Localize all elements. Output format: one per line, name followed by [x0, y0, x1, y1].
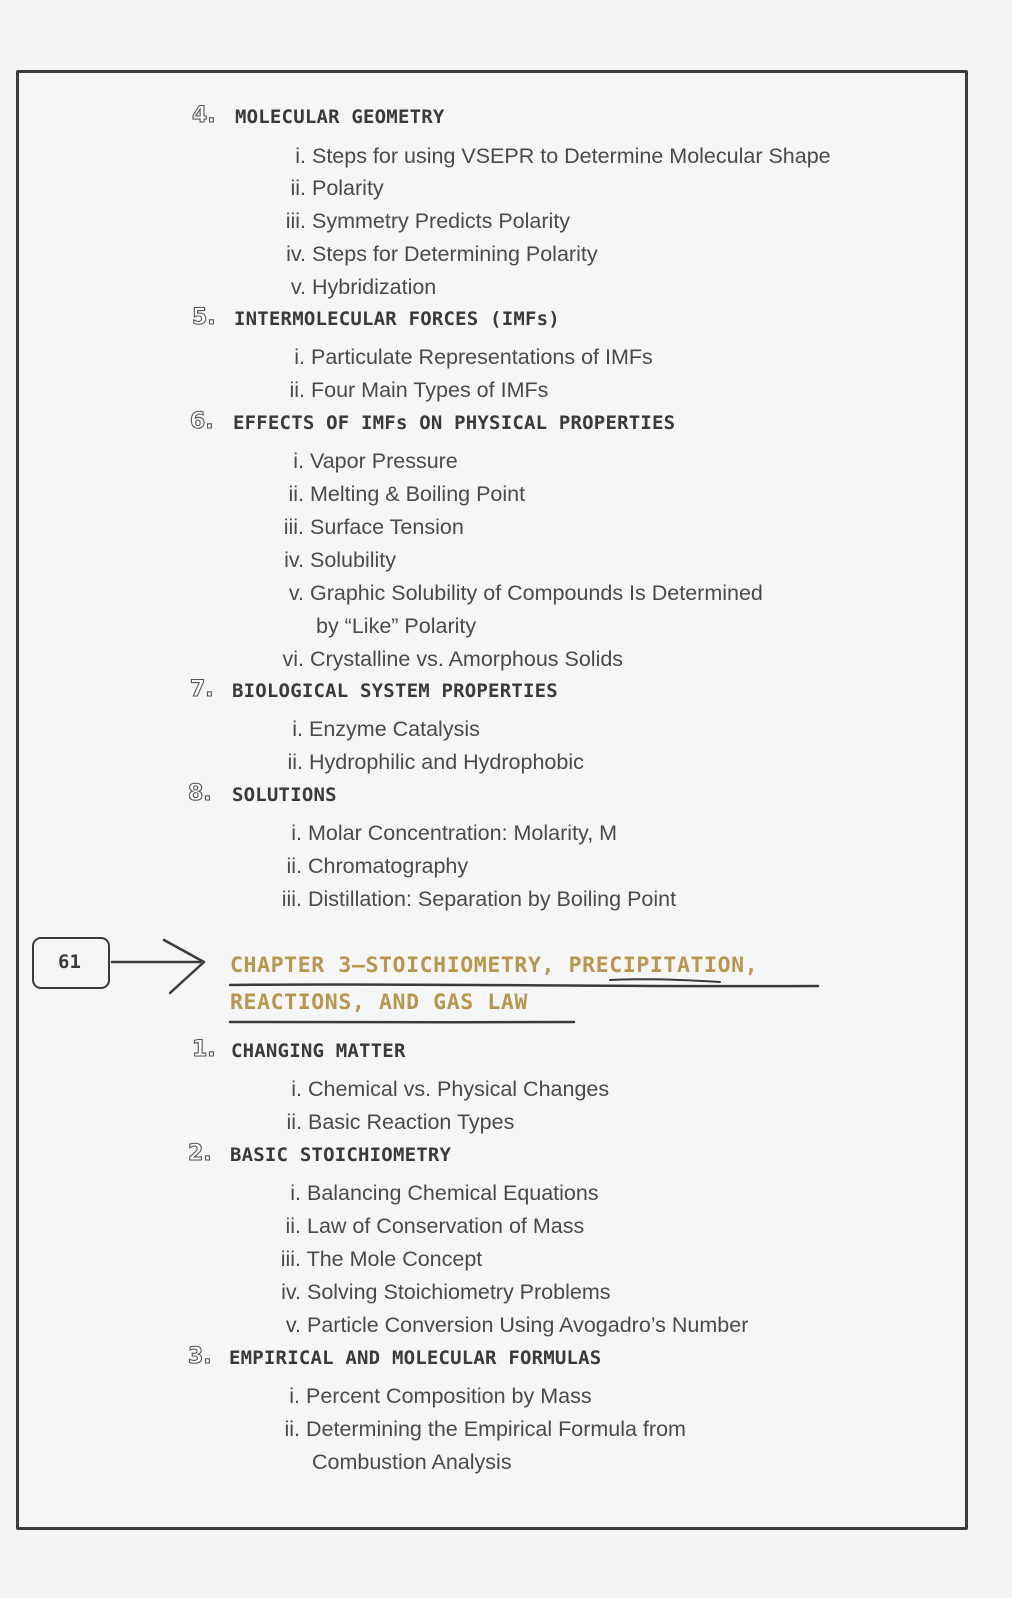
- toc-entry: [264, 482, 525, 507]
- toc-entry: [266, 275, 436, 300]
- toc-entry: [262, 1110, 514, 1135]
- section-title: BIOLOGICAL SYSTEM PROPERTIES: [232, 680, 558, 702]
- toc-entry: [262, 1077, 609, 1102]
- page-number-box: [32, 937, 110, 989]
- toc-entry: [261, 1181, 599, 1206]
- entry-title: Graphic Solubility of Compounds Is Determined: [309, 581, 763, 605]
- entry-numeral: i.: [295, 144, 306, 168]
- entry-numeral: v.: [285, 1313, 301, 1337]
- entry-title-continued: by “Like” Polarity: [316, 614, 477, 638]
- toc-entry: [263, 750, 584, 775]
- entry-numeral: v.: [290, 275, 306, 299]
- entry-numeral: iv.: [281, 1280, 301, 1304]
- toc-entry: [266, 242, 598, 267]
- toc-entry: [264, 647, 623, 672]
- entry-numeral: vi.: [282, 647, 304, 671]
- entry-title: Hybridization: [311, 275, 437, 299]
- chapter-title-line-1: CHAPTER 3–STOICHIOMETRY, PRECIPITATION,: [230, 953, 759, 978]
- section-number: 8.: [188, 781, 212, 806]
- toc-entry: [266, 176, 384, 201]
- entry-title: Enzyme Catalysis: [308, 717, 480, 741]
- entry-title: Determining the Empirical Formula from: [305, 1417, 686, 1441]
- entry-numeral: ii.: [289, 378, 305, 402]
- toc-entry: [263, 717, 480, 742]
- toc-entry: [264, 581, 763, 606]
- section-title: BASIC STOICHIOMETRY: [230, 1144, 452, 1166]
- entry-title: Solubility: [309, 548, 397, 572]
- toc-entry: [261, 1214, 584, 1239]
- entry-title: Law of Conservation of Mass: [306, 1214, 585, 1238]
- entry-title: Crystalline vs. Amorphous Solids: [309, 647, 624, 671]
- entry-title: Balancing Chemical Equations: [306, 1181, 599, 1205]
- entry-numeral: ii.: [286, 1110, 302, 1134]
- toc-entry: [264, 449, 458, 474]
- page-frame: [16, 70, 968, 1530]
- toc-entry: [265, 345, 653, 370]
- section-number: 2.: [188, 1141, 212, 1166]
- entry-title: Particle Conversion Using Avogadro’s Number: [306, 1313, 749, 1337]
- entry-title: Particulate Representations of IMFs: [310, 345, 653, 369]
- entry-title: Percent Composition by Mass: [305, 1384, 592, 1408]
- toc-entry: [261, 1280, 611, 1305]
- entry-numeral: ii.: [286, 854, 302, 878]
- toc-entry: [260, 1417, 686, 1442]
- section-title: MOLECULAR GEOMETRY: [235, 106, 445, 128]
- entry-numeral: ii.: [290, 176, 306, 200]
- entry-numeral: ii.: [287, 750, 303, 774]
- section-number: 7.: [190, 677, 214, 702]
- entry-title: Hydrophilic and Hydrophobic: [308, 750, 584, 774]
- entry-numeral: iii.: [281, 887, 302, 911]
- entry-numeral: ii.: [285, 1214, 301, 1238]
- entry-title: Molar Concentration: Molarity, M: [307, 821, 618, 845]
- section-title: INTERMOLECULAR FORCES (IMFs): [234, 308, 560, 330]
- entry-numeral: i.: [293, 449, 304, 473]
- entry-title: Polarity: [311, 176, 384, 200]
- section-title: CHANGING MATTER: [231, 1040, 406, 1062]
- toc-entry: [261, 1247, 482, 1272]
- entry-title: Chromatography: [307, 854, 469, 878]
- entry-numeral: iii.: [285, 209, 306, 233]
- entry-title: Vapor Pressure: [309, 449, 458, 473]
- toc-entry: [264, 515, 464, 540]
- entry-numeral: ii.: [284, 1417, 300, 1441]
- entry-numeral: iii.: [283, 515, 304, 539]
- page-number: 61: [58, 951, 81, 973]
- entry-title: Solving Stoichiometry Problems: [306, 1280, 611, 1304]
- toc-entry: [262, 821, 617, 846]
- toc-entry: [265, 378, 548, 403]
- entry-title: Basic Reaction Types: [307, 1110, 515, 1134]
- entry-title: The Mole Concept: [306, 1247, 483, 1271]
- entry-numeral: i.: [290, 1181, 301, 1205]
- entry-numeral: i.: [291, 1077, 302, 1101]
- entry-title: Four Main Types of IMFs: [310, 378, 549, 402]
- entry-title: Surface Tension: [309, 515, 464, 539]
- section-number: 5.: [192, 305, 216, 330]
- entry-numeral: v.: [288, 581, 304, 605]
- section-number: 3.: [188, 1344, 212, 1369]
- section-title: SOLUTIONS: [232, 784, 337, 806]
- entry-numeral: iii.: [280, 1247, 301, 1271]
- entry-title: Steps for Determining Polarity: [311, 242, 598, 266]
- section-number: 4.: [192, 103, 216, 128]
- toc-entry: [266, 144, 831, 169]
- entry-numeral: i.: [289, 1384, 300, 1408]
- toc-entry: [264, 548, 396, 573]
- toc-entry: [266, 209, 570, 234]
- toc-entry: [260, 1384, 592, 1409]
- entry-numeral: iv.: [286, 242, 306, 266]
- entry-numeral: i.: [291, 821, 302, 845]
- toc-entry: [262, 854, 468, 879]
- section-title: EMPIRICAL AND MOLECULAR FORMULAS: [229, 1347, 602, 1369]
- entry-title: Symmetry Predicts Polarity: [311, 209, 571, 233]
- entry-numeral: i.: [292, 717, 303, 741]
- chapter-title-line-2: REACTIONS, AND GAS LAW: [230, 990, 528, 1015]
- toc-entry: [262, 887, 676, 912]
- entry-title: Steps for using VSEPR to Determine Molecular Shape: [311, 144, 831, 168]
- entry-title: Distillation: Separation by Boiling Point: [307, 887, 677, 911]
- entry-title: Chemical vs. Physical Changes: [307, 1077, 610, 1101]
- section-number: 6.: [190, 409, 214, 434]
- toc-entry: [261, 1313, 748, 1338]
- entry-numeral: iv.: [284, 548, 304, 572]
- section-number: 1.: [192, 1037, 216, 1062]
- entry-numeral: i.: [294, 345, 305, 369]
- entry-title-continued: Combustion Analysis: [312, 1450, 512, 1474]
- entry-title: Melting & Boiling Point: [309, 482, 526, 506]
- section-title: EFFECTS OF IMFs ON PHYSICAL PROPERTIES: [233, 412, 676, 434]
- entry-numeral: ii.: [288, 482, 304, 506]
